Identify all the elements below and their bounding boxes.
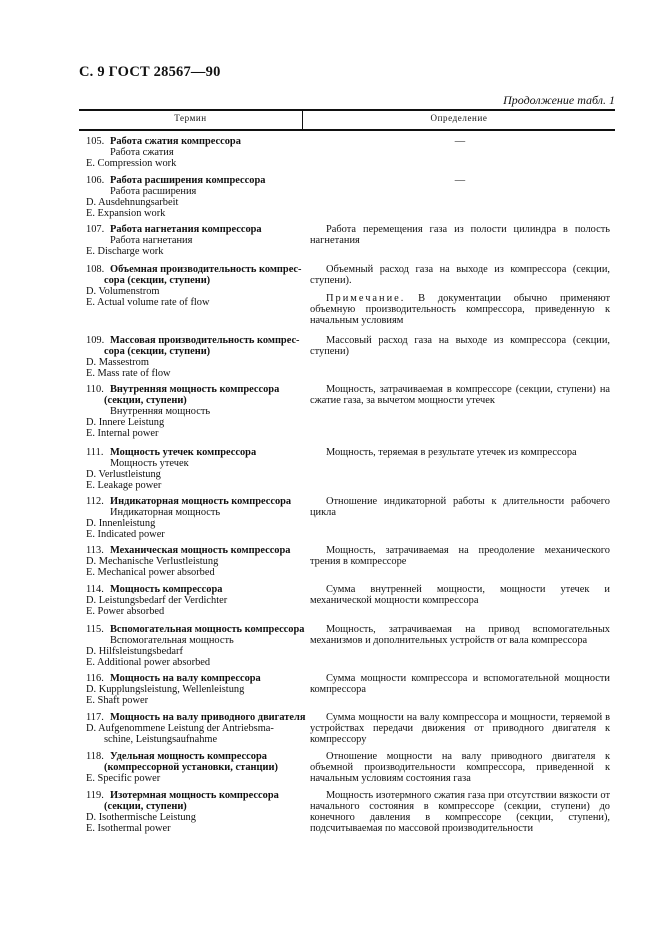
definition-cell (310, 545, 610, 567)
term-title: Внутренняя мощность компрессора (110, 384, 280, 395)
definition-dash: — (454, 136, 466, 147)
term-synonym: schine, Leistungsaufnahme (104, 734, 218, 746)
term-cell (86, 790, 302, 834)
term-title: (секции, ступени) (104, 395, 187, 407)
definition-text: Сумма мощности на валу компрессора и мощности, теряемой в устройствах передачи движения от приводного двигателя к компрессору (310, 712, 610, 746)
term-synonym: Индикаторная мощность (110, 507, 221, 519)
term-title-line (86, 175, 302, 186)
definition-text: Мощность изотермного сжатия газа при отсутствии вязкости от начального состояния в компрессоре (секции, ступени) до конечного давления в компрессоре (секции, ступени), подсчитываемая по массовой производительности (310, 790, 610, 835)
definition-text: Мощность, затрачиваемая на преодоление механического трения в компрессоре (310, 545, 610, 568)
term-number: 107. (86, 224, 105, 235)
term-number: 117. (86, 712, 104, 723)
term-title-line (86, 801, 302, 812)
note-label: Примечание. (326, 293, 406, 305)
term-synonym: Работа сжатия (110, 147, 174, 159)
term-synonym: D. Isothermische Leistung (86, 812, 196, 824)
term-cell (86, 224, 302, 257)
term-number: 106. (86, 175, 105, 186)
term-title-line (86, 447, 302, 458)
definition-cell (310, 224, 610, 246)
definition-cell (310, 175, 610, 186)
page-header: С. 9 ГОСТ 28567—90 (79, 64, 221, 80)
term-title-line (86, 712, 306, 723)
term-number: 108. (86, 264, 105, 275)
term-number: 109. (86, 335, 105, 346)
term-number: 114. (86, 584, 104, 595)
term-number: 110. (86, 384, 104, 395)
term-synonym: Работа нагнетания (110, 235, 193, 247)
term-cell (86, 136, 302, 169)
term-number: 112. (86, 496, 104, 507)
term-cell (86, 175, 302, 219)
definition-cell (310, 384, 610, 406)
term-synonym: D. Aufgenommene Leistung der Antriebsma- (86, 723, 274, 735)
term-title-line (86, 624, 305, 635)
table-header-rule (79, 129, 615, 131)
term-title: Удельная мощность компрессора (110, 751, 267, 762)
term-synonym: E. Leakage power (86, 480, 162, 492)
term-title-line (86, 335, 302, 346)
term-title: Мощность компрессора (110, 584, 223, 595)
term-title: Механическая мощность компрессора (110, 545, 291, 556)
term-synonym: E. Expansion work (86, 208, 166, 220)
term-title-line (86, 384, 302, 395)
term-number: 118. (86, 751, 104, 762)
definition-cell (310, 790, 610, 834)
definition-cell (310, 751, 610, 784)
term-title: Работа расширения компрессора (110, 175, 266, 186)
term-synonym: E. Specific power (86, 773, 161, 785)
term-number: 105. (86, 136, 105, 147)
definition-note (310, 293, 610, 326)
definition-cell (310, 264, 610, 326)
term-synonym: D. Leistungsbedarf der Verdichter (86, 595, 228, 607)
term-synonym: E. Additional power absorbed (86, 657, 211, 669)
term-title-line (86, 264, 302, 275)
term-title: Объемная производительность компрес- (110, 264, 302, 275)
term-cell (86, 447, 302, 491)
definition-cell (310, 624, 610, 646)
term-cell (86, 496, 302, 540)
definition-text: Мощность, теряемая в результате утечек из компрессора (326, 447, 577, 458)
term-synonym: D. Kupplungsleistung, Wellenleistung (86, 684, 245, 696)
term-title: Индикаторная мощность компрессора (110, 496, 292, 507)
term-synonym: D. Volumenstrom (86, 286, 160, 298)
definition-text: Работа перемещения газа из полости цилиндра в полость нагнетания (310, 224, 610, 247)
term-number: 113. (86, 545, 104, 556)
table-top-rule (79, 109, 615, 111)
term-synonym: E. Indicated power (86, 529, 165, 541)
note-text: В документации обычно применяют объемную производительность компрессора, приведенную к начальным условиям (310, 293, 610, 327)
term-title: Работа нагнетания компрессора (110, 224, 262, 235)
definition-cell (310, 447, 610, 458)
term-synonym: Работа расширения (110, 186, 197, 198)
term-title: Вспомогательная мощность компрессора (110, 624, 305, 635)
definition-dash: — (454, 175, 466, 186)
definition-text: Мощность, затрачиваемая на привод вспомогательных механизмов и дополнительных устройств от вала компрессора (310, 624, 610, 647)
term-number: 111. (86, 447, 104, 458)
term-title-line (86, 496, 302, 507)
term-synonym: D. Innere Leistung (86, 417, 165, 429)
term-number: 115. (86, 624, 104, 635)
table-continuation-caption: Продолжение табл. 1 (503, 93, 615, 107)
term-synonym: D. Ausdehnungsarbeit (86, 197, 179, 209)
term-title: сора (секции, ступени) (104, 346, 211, 358)
term-cell (86, 624, 305, 669)
term-synonym: Мощность утечек (110, 458, 189, 470)
term-title-line (86, 545, 302, 556)
term-synonym: D. Hilfsleistungsbedarf (86, 646, 183, 658)
term-title: Мощность на валу приводного двигателя (110, 712, 306, 723)
term-title: Работа сжатия компрессора (110, 136, 241, 147)
term-title: (компрессорной установки, станции) (104, 762, 278, 774)
term-title-line (86, 224, 302, 235)
term-title: Изотермная мощность компрессора (110, 790, 279, 801)
definition-text: Отношение индикаторной работы к длительности рабочего цикла (310, 496, 610, 519)
term-title: сора (секции, ступени) (104, 275, 211, 287)
definition-text: Массовый расход газа на выходе из компрессора (секции, ступени) (310, 335, 610, 358)
term-synonym: D. Mechanische Verlustleistung (86, 556, 219, 568)
term-number: 119. (86, 790, 104, 801)
term-synonym: E. Shaft power (86, 695, 149, 707)
term-synonym: D. Innenleistung (86, 518, 156, 530)
term-synonym: E. Mass rate of flow (86, 368, 171, 380)
term-title-line (86, 275, 302, 286)
definition-text: Мощность, затрачиваемая в компрессоре (секции, ступени) на сжатие газа, за вычетом мощности утечек (310, 384, 610, 407)
term-cell (86, 335, 302, 379)
definition-text: Сумма мощности компрессора и вспомогательной мощности компрессора (310, 673, 610, 696)
column-header-term: Термин (174, 113, 207, 123)
term-title-line (86, 673, 302, 684)
definition-cell (310, 335, 610, 357)
term-synonym: E. Mechanical power absorbed (86, 567, 215, 579)
term-cell (86, 751, 302, 784)
term-synonym: D. Verlustleistung (86, 469, 161, 481)
term-title-line (86, 136, 302, 147)
term-cell (86, 712, 306, 746)
term-title-line (86, 790, 302, 801)
definition-cell (310, 496, 610, 518)
term-synonym: Вспомогательная мощность (110, 635, 234, 647)
definition-cell (310, 136, 610, 147)
definition-cell (310, 712, 610, 745)
term-synonym: E. Discharge work (86, 246, 164, 258)
term-cell (86, 584, 302, 617)
term-cell (86, 264, 302, 308)
term-title: (секции, ступени) (104, 801, 187, 813)
term-cell (86, 545, 302, 578)
term-title-line (86, 762, 302, 773)
term-number: 116. (86, 673, 104, 684)
term-synonym: E. Isothermal power (86, 823, 171, 835)
term-cell (86, 384, 302, 439)
definition-text: Сумма внутренней мощности, мощности утечек и механической мощности компрессора (310, 584, 610, 607)
term-synonym: Внутренняя мощность (110, 406, 211, 418)
term-title-line (86, 346, 302, 357)
definition-text: Объемный расход газа на выходе из компрессора (секции, ступени). (310, 264, 610, 287)
term-cell (86, 673, 302, 706)
term-synonym: E. Internal power (86, 428, 159, 440)
term-synonym: E. Compression work (86, 158, 177, 170)
term-title: Мощность утечек компрессора (110, 447, 257, 458)
term-synonym: D. Massestrom (86, 357, 149, 369)
definition-cell (310, 673, 610, 695)
term-synonym: E. Power absorbed (86, 606, 165, 618)
definition-cell (310, 584, 610, 606)
definition-text: Отношение мощности на валу приводного двигателя к объемной производительности компрессора, приведенной к начальным условиям состояния газа (310, 751, 610, 785)
column-header-definition: Определение (430, 113, 488, 123)
term-title-line (86, 584, 302, 595)
term-title-line (86, 751, 302, 762)
term-synonym: E. Actual volume rate of flow (86, 297, 210, 309)
term-title: Мощность на валу компрессора (110, 673, 261, 684)
term-title-line (86, 395, 302, 406)
term-title: Массовая производительность компрес- (110, 335, 300, 346)
